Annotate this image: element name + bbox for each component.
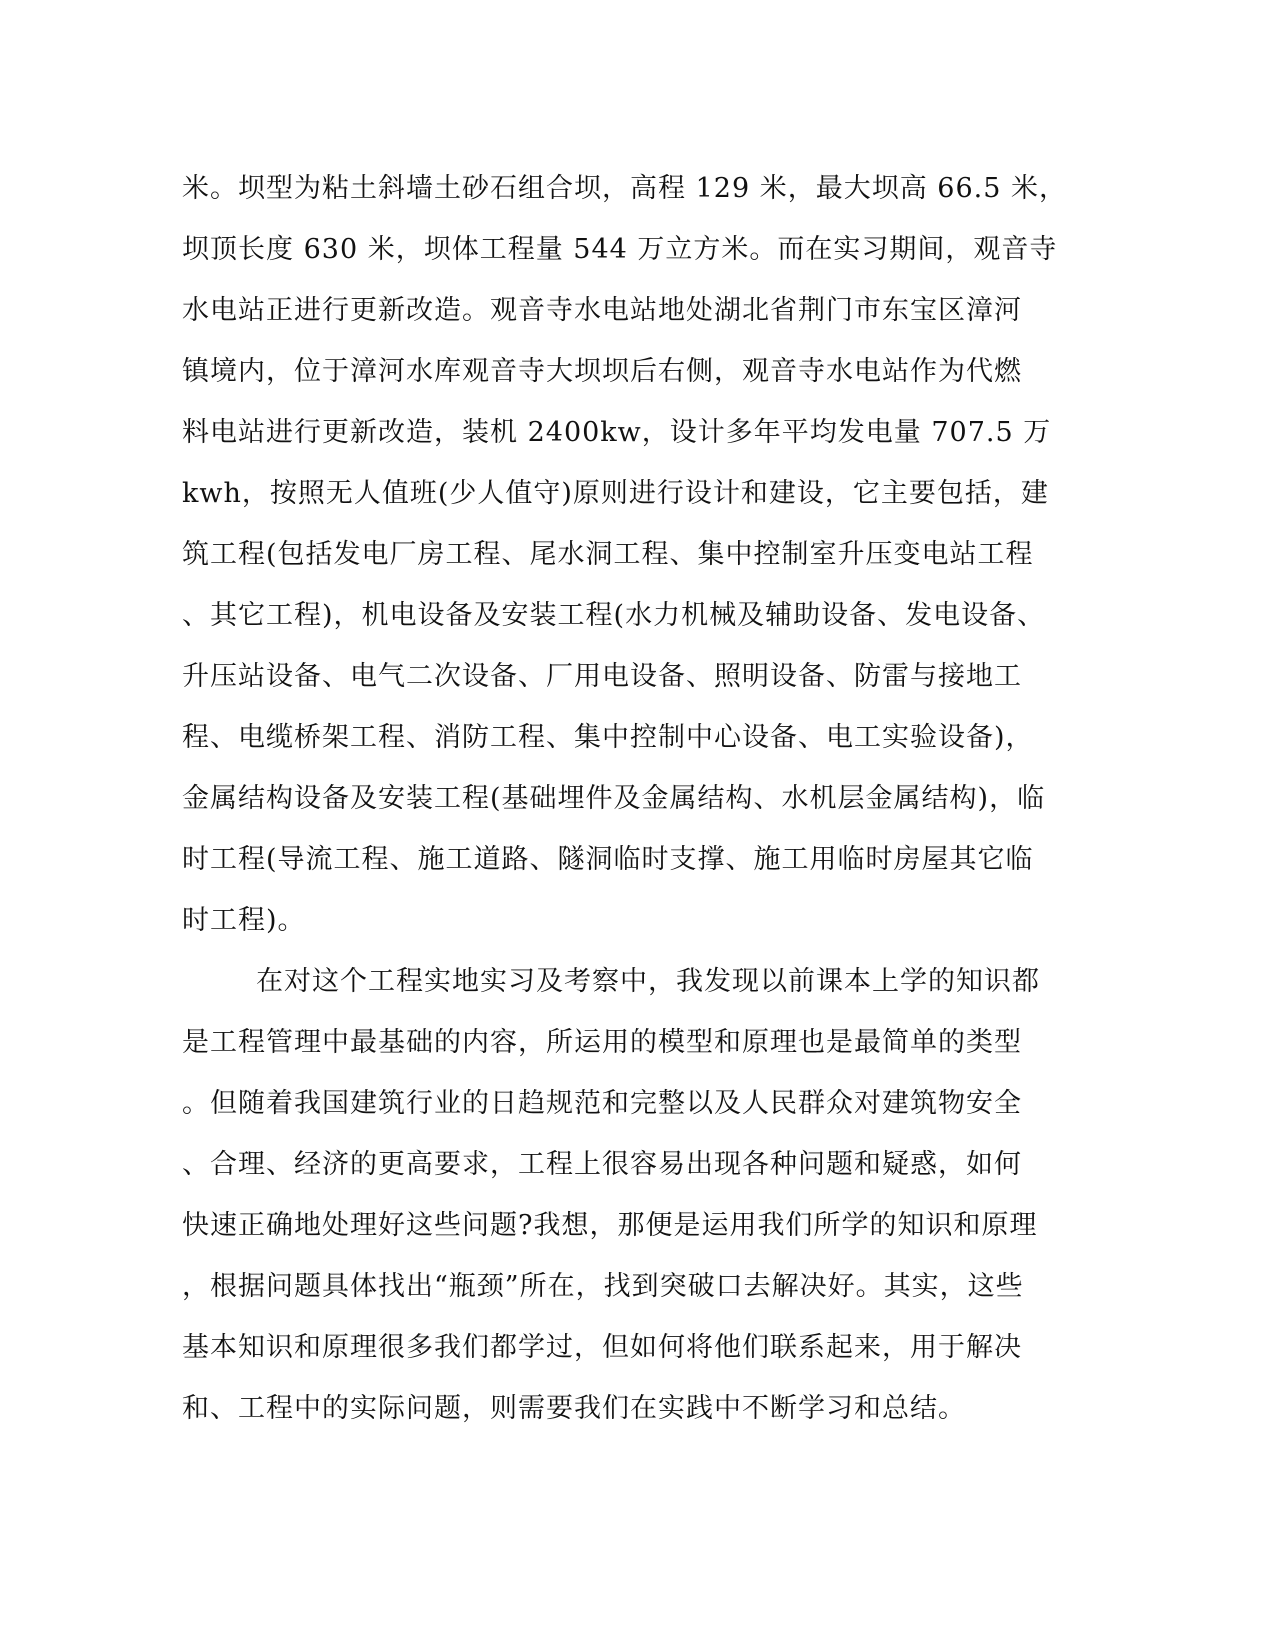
text-line: 料电站进行更新改造，装机 2400kw，设计多年平均发电量 707.5 万 bbox=[182, 417, 1052, 448]
text-line: 时工程)。 bbox=[182, 905, 306, 936]
text-line: 米。坝型为粘土斜墙土砂石组合坝，高程 129 米，最大坝高 66.5 米， bbox=[182, 173, 1067, 204]
text-line: 时工程(导流工程、施工道路、隧洞临时支撑、施工用临时房屋其它临 bbox=[182, 844, 1034, 875]
text-line: 镇境内，位于漳河水库观音寺大坝坝后右侧，观音寺水电站作为代燃 bbox=[182, 356, 1022, 387]
text-line: 和、工程中的实际问题，则需要我们在实践中不断学习和总结。 bbox=[182, 1393, 966, 1424]
text-line: 。但随着我国建筑行业的日趋规范和完整以及人民群众对建筑物安全 bbox=[182, 1088, 1022, 1119]
text-line: 基本知识和原理很多我们都学过，但如何将他们联系起来，用于解决 bbox=[182, 1332, 1022, 1363]
text-line: 是工程管理中最基础的内容，所运用的模型和原理也是最简单的类型 bbox=[182, 1027, 1022, 1058]
text-line: 、其它工程)，机电设备及安装工程(水力机械及辅助设备、发电设备、 bbox=[182, 600, 1046, 631]
body-text bbox=[182, 158, 1067, 1439]
text-line: 升压站设备、电气二次设备、厂用电设备、照明设备、防雷与接地工 bbox=[182, 661, 1022, 692]
paragraph-2 bbox=[182, 951, 1062, 1439]
text-line: 水电站正进行更新改造。观音寺水电站地处湖北省荆门市东宝区漳河 bbox=[182, 295, 1022, 326]
text-line: 程、电缆桥架工程、消防工程、集中控制中心设备、电工实验设备)， bbox=[182, 722, 1034, 753]
text-line: kwh，按照无人值班(少人值守)原则进行设计和建设，它主要包括，建 bbox=[182, 478, 1049, 509]
text-line: 快速正确地处理好这些问题?我想，那便是运用我们所学的知识和原理 bbox=[182, 1210, 1038, 1241]
text-line: 坝顶长度 630 米，坝体工程量 544 万立方米。而在实习期间，观音寺 bbox=[182, 234, 1058, 265]
text-line: 金属结构设备及安装工程(基础埋件及金属结构、水机层金属结构)，临 bbox=[182, 783, 1046, 814]
text-line: 筑工程(包括发电厂房工程、尾水洞工程、集中控制室升压变电站工程 bbox=[182, 539, 1034, 570]
text-line: 在对这个工程实地实习及考察中，我发现以前课本上学的知识都 bbox=[256, 966, 1040, 997]
text-line: 、合理、经济的更高要求，工程上很容易出现各种问题和疑惑，如何 bbox=[182, 1149, 1022, 1180]
paragraph-1 bbox=[182, 158, 1067, 951]
text-line: ，根据问题具体找出“瓶颈”所在，找到突破口去解决好。其实，这些 bbox=[182, 1271, 1024, 1302]
